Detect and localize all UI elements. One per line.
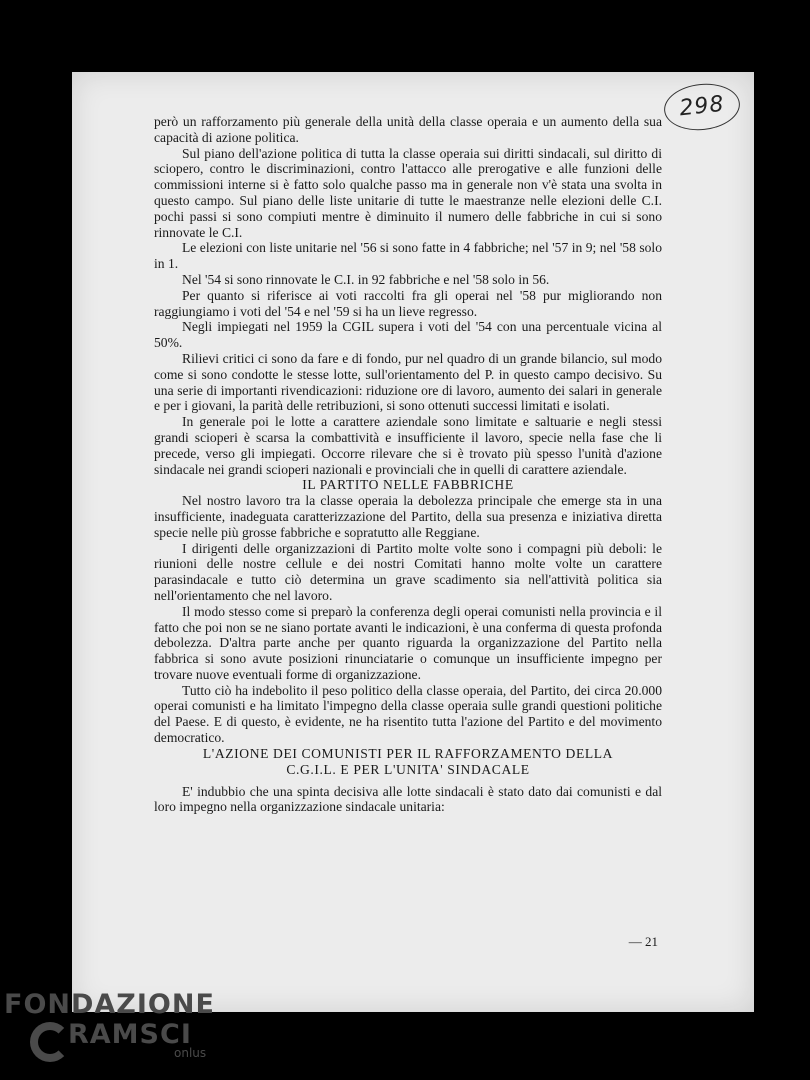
section-heading-line-2: C.G.I.L. E PER L'UNITA' SINDACALE [286, 761, 530, 777]
paragraph: Sul piano dell'azione politica di tutta la classe operaia sui diritti sindacali, sul diritto di sciopero, contro le discriminazioni, contro l'attacco alle prerogative e alle funzioni delle commissioni interne si è fatto solo qualche passo ma in generale non v'è stata una svolta in questo campo. Sul piano delle liste unitarie di tutte le maestranze nelle elezioni delle C.I. pochi passi si sono compiuti mentre è diminuito il numero delle fabbriche in cui si sono rinnovate le C.I. [154, 145, 662, 240]
section-heading: IL PARTITO NELLE FABBRICHE [302, 477, 514, 493]
paragraph: Nel '54 si sono rinnovate le C.I. in 92 fabbriche e nel '58 solo in 56. [182, 271, 550, 287]
document-body [154, 114, 662, 815]
paragraph: Rilievi critici ci sono da fare e di fondo, pur nel quadro di un grande bilancio, sul modo come si sono condotte le stesse lotte, sull'orientamento del P. in questo campo decisivo. Su una serie di importanti rivendicazioni: riduzione ore di lavoro, aumento dei salari in generale e per i giovani, la parità delle retribuzioni, si sono ottenuti successi limitati e isolati. [154, 350, 662, 414]
page-number: — 21 [628, 934, 658, 949]
archive-number-stamp: 298 [662, 80, 742, 134]
paragraph: E' indubbio che una spinta decisiva alle lotte sindacali è stato dato dai comunisti e dal loro impegno nella organizzazione sindacale unitaria: [154, 783, 662, 815]
paragraph: Nel nostro lavoro tra la classe operaia la debolezza principale che emerge sta in una insufficiente, inadeguata caratterizzazione del Partito, della sua presenza e iniziativa diretta specie nelle più grosse fabbriche e sopratutto alle Reggiane. [154, 493, 662, 540]
paragraph: Il modo stesso come si preparò la conferenza degli operai comunisti nella provincia e il fatto che poi non se ne siano portate avanti le indicazioni, è una conferma di questa profonda debolezza. D'altra parte anche per quanto riguarda la organizzazione del Partito nella fabbrica si sono avute posizioni rinunciatarie o comunque un insufficiente impegno per trovare nuove eventuali forme di organizzazione. [154, 603, 662, 682]
watermark-logo [4, 990, 215, 1060]
logo-line-1: FONDAZIONE [4, 989, 215, 1020]
section-heading-line-1: L'AZIONE DEI COMUNISTI PER IL RAFFORZAMENTO DELLA [202, 745, 614, 761]
paragraph: però un rafforzamento più generale della unità della classe operaia e un aumento della sua capacità di azione politica. [154, 114, 662, 145]
paragraph: Tutto ciò ha indebolito il peso politico della classe operaia, del Partito, dei circa 20.000 operai comunisti e ha limitato l'impegno della classe operaia sulle grandi questioni politiche del Paese. E di questo, è evidente, ne ha risentito tutta l'azione del Partito e del movimento democratico. [154, 682, 662, 746]
paragraph: Negli impiegati nel 1959 la CGIL supera i voti del '54 con una percentuale vicina al 50%. [154, 319, 662, 351]
document-page [72, 72, 754, 1012]
paragraph: I dirigenti delle organizzazioni di Partito molte volte sono i compagni più deboli: le riunioni delle nostre cellule e dei nostri Comitati hanno molte volte un carattere parasindacale e tutto ciò determina un grave scadimento sia nell'attività politica sia nell'orientamento che nel lavoro. [154, 540, 662, 603]
paragraph: Le elezioni con liste unitarie nel '56 si sono fatte in 4 fabbriche; nel '57 in 9; nel '58 solo in 1. [154, 240, 662, 272]
paragraph: Per quanto si riferisce ai voti raccolti fra gli operai nel '58 pur migliorando non raggiungiamo i voti del '54 e nel '59 si ha un lieve regresso. [154, 287, 662, 319]
logo-line-3: onlus [174, 1046, 207, 1060]
paragraph: In generale poi le lotte a carattere aziendale sono limitate e saltuarie e negli stessi grandi scioperi è scarsa la combattività e insufficiente il lavoro, specie nella fase che li precede, verso gli impiegati. Occorre rilevare che si è trovato più spesso l'unità d'azione sindacale nei grandi scioperi nazionali e provinciali che in quelli di carattere aziendale. [154, 414, 662, 477]
logo-line-2: RAMSCI [68, 1019, 192, 1050]
